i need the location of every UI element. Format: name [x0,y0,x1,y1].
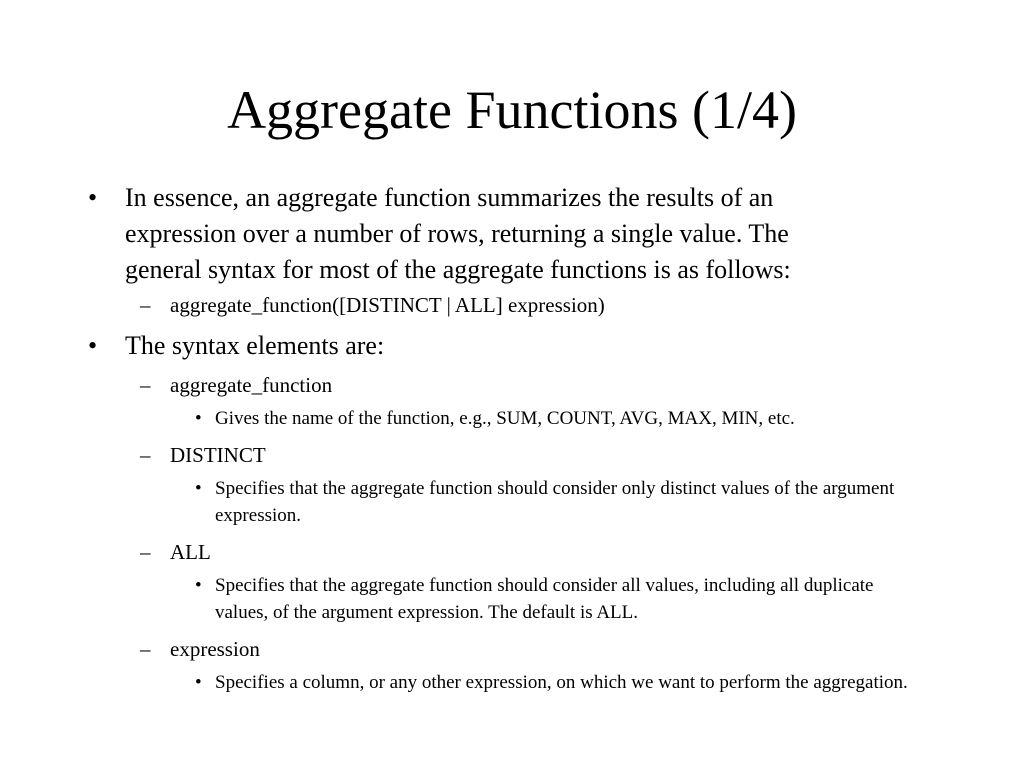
detail-text: Specifies that the aggregate function should consider only distinct values of the argument expression. [215,478,895,526]
syntax-text: aggregate_function([DISTINCT | ALL] expression) [170,293,605,317]
detail-item [0,572,1024,626]
bullet-text: In essence, an aggregate function summarizes the results of an expression over a number of rows, returning a single value. The general syntax for most of the aggregate functions is as follows: [125,183,791,284]
dash-marker: – [140,373,151,397]
detail-marker: • [195,408,202,429]
element-name: ALL [170,540,211,564]
detail-item [0,669,1024,696]
bullet-marker: • [88,183,98,212]
element-name: expression [170,637,260,661]
detail-text: Specifies a column, or any other expression, on which we want to perform the aggregation. [215,672,908,693]
sub-bullet-item [0,537,1024,567]
element-name: aggregate_function [170,373,333,397]
element-name: DISTINCT [170,443,266,467]
slide-body [0,180,1024,696]
detail-text: Specifies that the aggregate function should consider all values, including all duplicate values, of the argument expression. The default is ALL. [215,575,874,623]
bullet-text: The syntax elements are: [125,331,385,360]
detail-marker: • [195,478,202,499]
detail-marker: • [195,672,202,693]
sub-bullet-item [0,440,1024,470]
detail-text: Gives the name of the function, e.g., SUM, COUNT, AVG, MAX, MIN, etc. [215,408,795,429]
dash-marker: – [140,540,151,564]
detail-marker: • [195,575,202,596]
dash-marker: – [140,293,151,317]
sub-bullet-item [0,290,1024,320]
dash-marker: – [140,443,151,467]
detail-item [0,405,1024,432]
dash-marker: – [140,637,151,661]
bullet-item [0,328,1024,364]
slide-title: Aggregate Functions (1/4) [227,80,797,140]
sub-bullet-item [0,634,1024,664]
bullet-marker: • [88,331,98,360]
detail-item [0,475,1024,529]
sub-bullet-item [0,370,1024,400]
bullet-item [0,180,1024,288]
